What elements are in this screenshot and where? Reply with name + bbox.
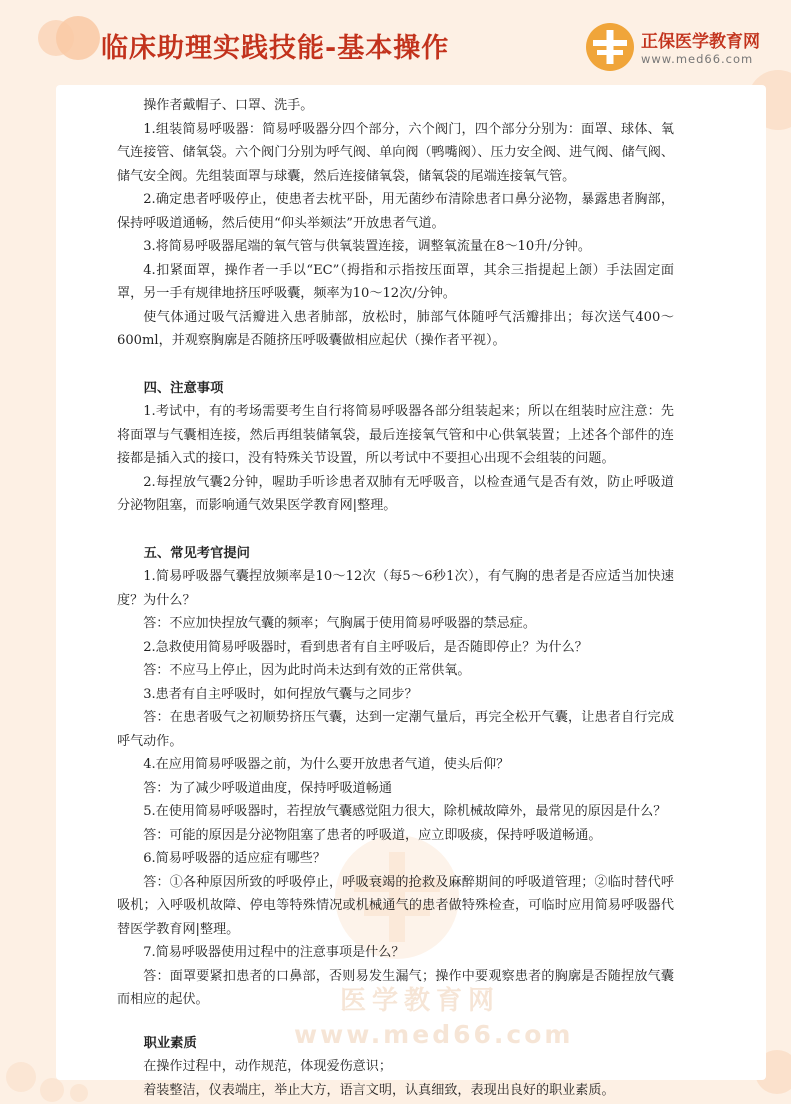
page-title: 临床助理实践技能-基本操作 [101, 33, 450, 64]
spacer [117, 353, 674, 377]
brand-logo [585, 22, 785, 72]
question: 1.简易呼吸器气囊捏放频率是10～12次（每5～6秒1次），有气胸的患者是否应适当加快速度？为什么？ [117, 569, 674, 608]
watermark-url: www.med66.com [294, 1020, 574, 1049]
answer: 答：为了减少呼吸道曲度，保持呼吸道畅通 [143, 780, 392, 796]
question: 7.简易呼吸器使用过程中的注意事项是什么？ [143, 945, 405, 960]
paragraph: 使气体通过吸气活瓣进入患者肺部，放松时，肺部气体随呼气活瓣排出；每次送气400～600ml，并观察胸廓是否随挤压呼吸囊做相应起伏（操作者平视）。 [117, 309, 674, 348]
cross-logo-icon [585, 22, 635, 72]
paragraph: 1.考试中，有的考场需要考生自行将简易呼吸器各部分组装起来；所以在组装时应注意：先将面罩与气囊相连接，然后再组装储氧袋，最后连接氧气管和中心供氧装置；上述各个部件的连接都是插入式的接口，没有特殊关节设置，所以考试中不要担心出现不会组装的问题。 [117, 404, 674, 466]
brand-name: 正保医学教育网 [641, 32, 760, 52]
question: 5.在使用简易呼吸器时，若捏放气囊感觉阻力很大，除机械故障外，最常见的原因是什么？ [143, 804, 667, 819]
answer: 答：可能的原因是分泌物阻塞了患者的呼吸道，应立即吸痰，保持呼吸道畅通。 [143, 827, 602, 843]
decor-circle [70, 1084, 88, 1102]
brand-url: www.med66.com [641, 52, 754, 66]
answer: 答：不应加快捏放气囊的频率；气胸属于使用简易呼吸器的禁忌症。 [143, 616, 536, 631]
question: 4.在应用简易呼吸器之前，为什么要开放患者气道，使头后仰？ [143, 757, 510, 772]
intro-section [117, 94, 674, 353]
spacer [117, 518, 674, 542]
question: 3.患者有自主呼吸时，如何捏放气囊与之同步？ [143, 686, 418, 702]
decor-circle [6, 1062, 36, 1092]
paragraph: 1.组装简易呼吸器：简易呼吸器分四个部分，六个阀门，四个部分分别为：面罩、球体、氧气连接管、储氧袋。六个阀门分别为呼气阀、单向阀（鸭嘴阀）、压力安全阀、进气阀、储气阀、储气安全阀。先组装面罩与球囊，然后连接储氧袋，储氧袋的尾端连接氧气管。 [117, 121, 674, 184]
watermark-text: 医学教育网 [340, 986, 501, 1016]
paragraph: 3.将简易呼吸器尾端的氧气管与供氧装置连接，调整氧流量在8～10升/分钟。 [143, 239, 591, 254]
paragraph: 在操作过程中，动作规范，体现爱伤意识； [143, 1059, 392, 1074]
answer: 答：在患者吸气之初顺势挤压气囊，达到一定潮气量后，再完全松开气囊，让患者自行完成呼气动作。 [117, 710, 674, 749]
section-heading: 四、注意事项 [143, 380, 224, 396]
answer: 答：面罩要紧扣患者的口鼻部，否则易发生漏气；操作中要观察患者的胸廓是否随捏放气囊而相应的起伏。 [117, 968, 674, 1007]
question: 6.简易呼吸器的适应症有哪些？ [143, 851, 326, 866]
paragraph: 操作者戴帽子、口罩、洗手。 [143, 98, 314, 113]
section-heading: 五、常见考官提问 [143, 545, 250, 561]
page-header [0, 0, 791, 82]
decor-circle [40, 1078, 64, 1102]
spacer [117, 1012, 674, 1032]
answer: 答：不应马上停止，因为此时尚未达到有效的正常供氧。 [143, 663, 471, 678]
qa-section [117, 542, 674, 1012]
paragraph: 2.每捏放气囊2分钟，喔助手听诊患者双肺有无呼吸音，以检查通气是否有效，防止呼吸道分泌物阻塞，而影响通气效果医学教育网|整理。 [117, 474, 674, 513]
answer: 答：①各种原因所致的呼吸停止，呼吸衰竭的抢救及麻醉期间的呼吸道管理；②临时替代呼吸机；入呼吸机故障、停电等特殊情况或机械通气的患者做特殊检查，可临时应用简易呼吸器代替医学教育网|整理。 [117, 874, 674, 937]
document-body [117, 94, 674, 1102]
section-heading: 职业素质 [143, 1035, 197, 1051]
notes-section [117, 377, 674, 518]
question: 2.急救使用简易呼吸器时，看到患者有自主呼吸后，是否随即停止？为什么？ [143, 639, 588, 655]
professionalism-section [117, 1032, 674, 1103]
paragraph: 2.确定患者呼吸停止，使患者去枕平卧，用无菌纱布清除患者口鼻分泌物，暴露患者胸部，保持呼吸道通畅，然后使用“仰头举颏法”开放患者气道。 [117, 192, 674, 231]
paragraph: 着装整洁，仪表端庄，举止大方，语言文明，认真细致，表现出良好的职业素质。 [143, 1082, 615, 1098]
paragraph: 4.扣紧面罩，操作者一手以“EC”（拇指和示指按压面罩，其余三指提起上颌）手法固定面罩，另一手有规律地挤压呼吸囊，频率为10～12次/分钟。 [117, 262, 674, 301]
